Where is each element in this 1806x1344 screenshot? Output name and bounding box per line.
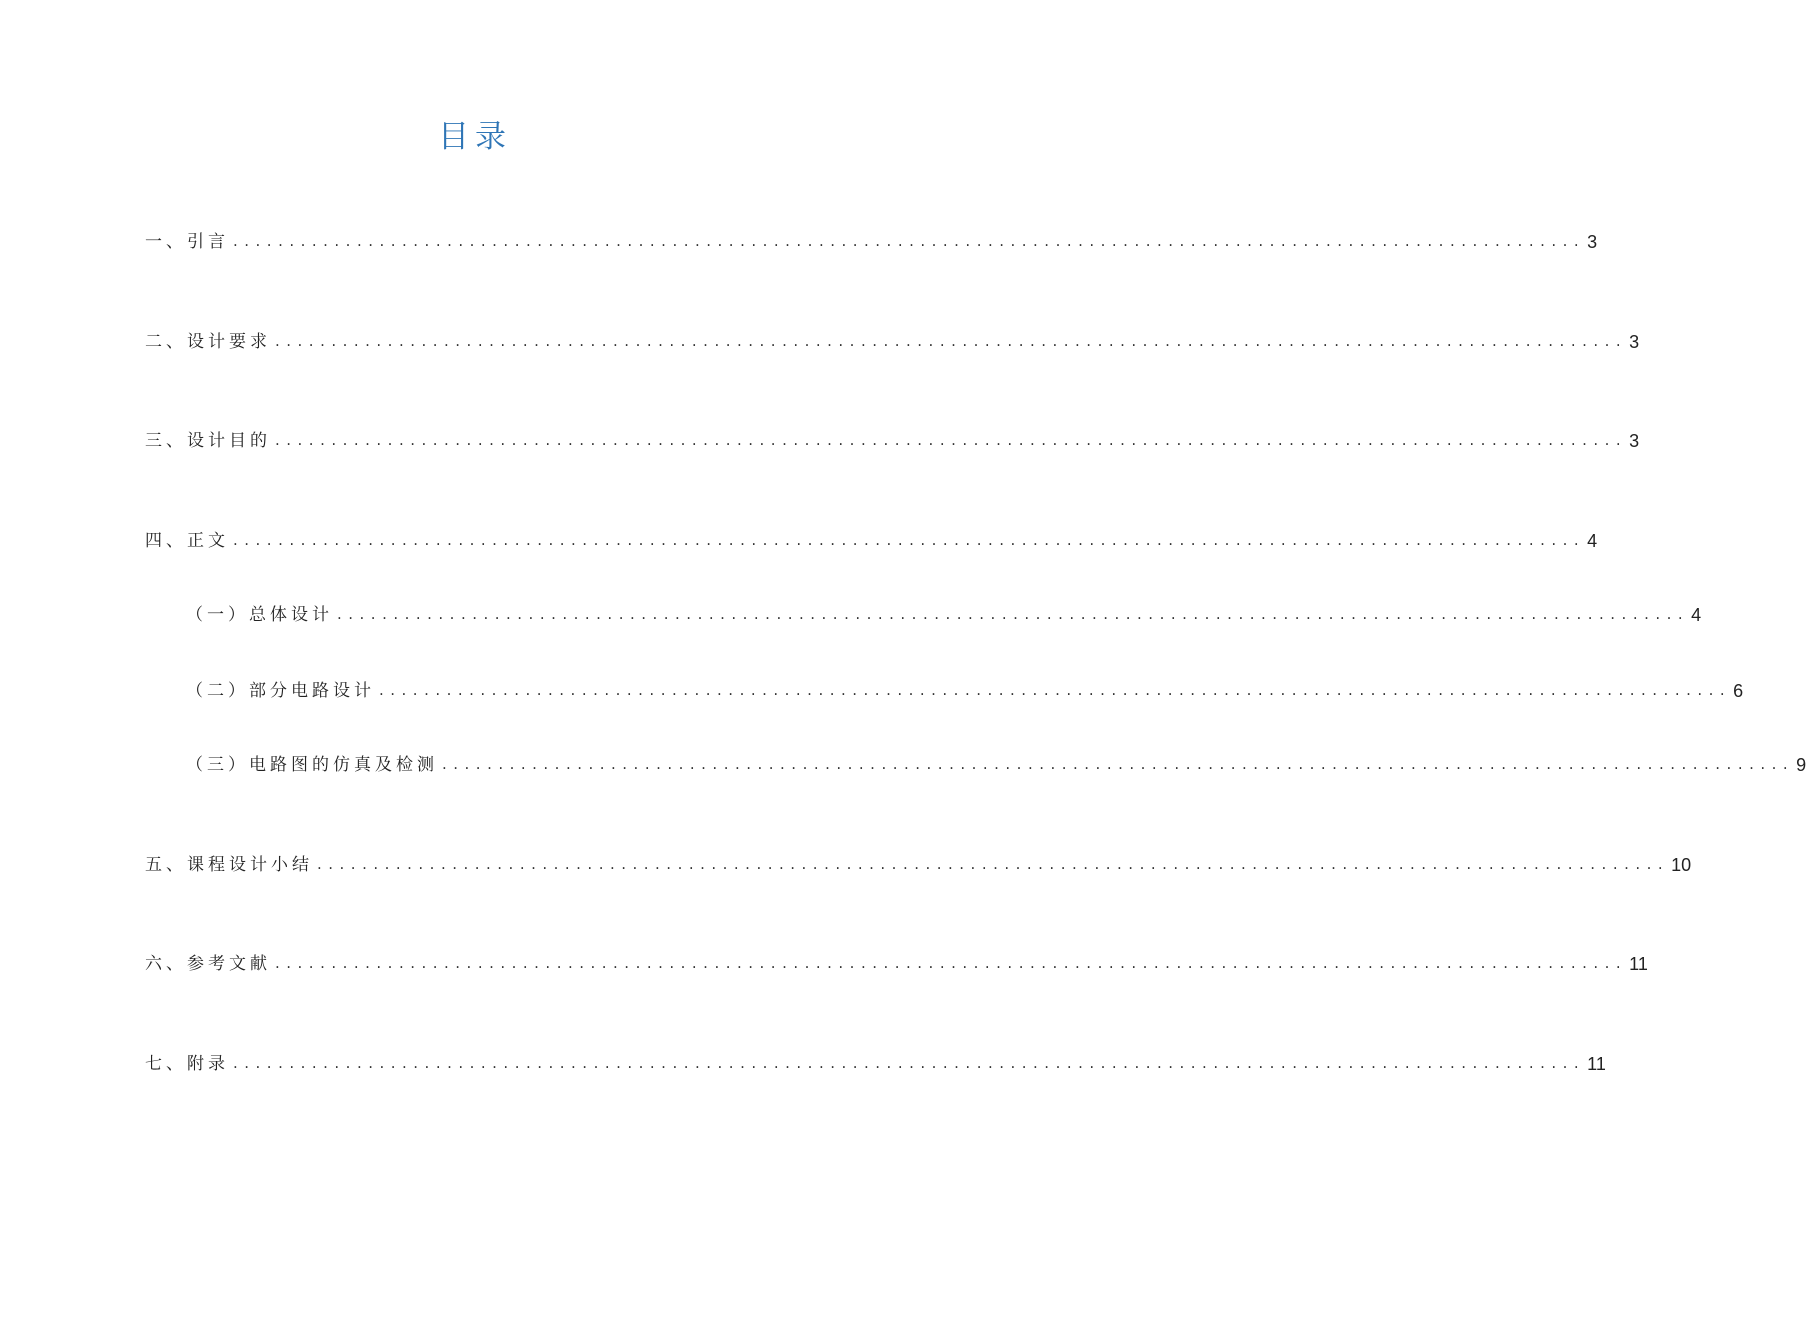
toc-entry-text: 七、附录 <box>145 1054 229 1074</box>
toc-entry-page: 3 <box>1629 332 1640 352</box>
toc-subentry[interactable] <box>186 597 1702 627</box>
toc-entry[interactable] <box>145 423 1640 453</box>
toc-entry-text: （一）总体设计 <box>186 605 333 625</box>
toc-entry[interactable] <box>145 946 1648 976</box>
toc-entry[interactable] <box>145 1046 1606 1076</box>
toc-entry-page: 4 <box>1691 605 1702 625</box>
toc-entry-page: 4 <box>1587 531 1598 551</box>
toc-entry-text: （三）电路图的仿真及检测 <box>186 755 438 775</box>
toc-leader-dots: ........................................................................................................................ <box>233 1054 1586 1072</box>
toc-leader-dots: ........................................................................................................................ <box>275 954 1628 972</box>
toc-entry-text: 二、设计要求 <box>145 332 271 352</box>
toc-leader-dots: ........................................................................................................................ <box>275 431 1628 449</box>
toc-entry[interactable] <box>145 324 1640 354</box>
toc-leader-dots: ........................................................................................................................ <box>379 681 1732 699</box>
toc-entry-text: （二）部分电路设计 <box>186 681 375 701</box>
toc-entry-page: 11 <box>1587 1054 1606 1074</box>
toc-leader-dots: ........................................................................................................................ <box>317 855 1670 873</box>
toc-subentry[interactable] <box>186 747 1806 777</box>
toc-entry-page: 6 <box>1733 681 1744 701</box>
toc-leader-dots: ........................................................................................................................ <box>442 755 1795 773</box>
toc-leader-dots: ........................................................................................................................ <box>337 605 1690 623</box>
toc-title: 目录 <box>438 119 512 155</box>
toc-subentry[interactable] <box>186 673 1744 703</box>
toc-entry-page: 9 <box>1796 755 1806 775</box>
toc-leader-dots: ........................................................................................................................ <box>275 332 1628 350</box>
toc-entry-text: 五、课程设计小结 <box>145 855 313 875</box>
toc-entry[interactable] <box>145 224 1598 254</box>
toc-leader-dots: ........................................................................................................................ <box>233 232 1586 250</box>
toc-entry-text: 四、正文 <box>145 531 229 551</box>
toc-entry-page: 11 <box>1629 954 1648 974</box>
toc-entry-text: 六、参考文献 <box>145 954 271 974</box>
toc-entry[interactable] <box>145 523 1598 553</box>
toc-entry-text: 三、设计目的 <box>145 431 271 451</box>
toc-entry-page: 10 <box>1671 855 1692 875</box>
toc-entry-page: 3 <box>1587 232 1598 252</box>
toc-leader-dots: ........................................................................................................................ <box>233 531 1586 549</box>
toc-entry[interactable] <box>145 847 1692 877</box>
toc-entry-text: 一、引言 <box>145 232 229 252</box>
toc-entry-page: 3 <box>1629 431 1640 451</box>
